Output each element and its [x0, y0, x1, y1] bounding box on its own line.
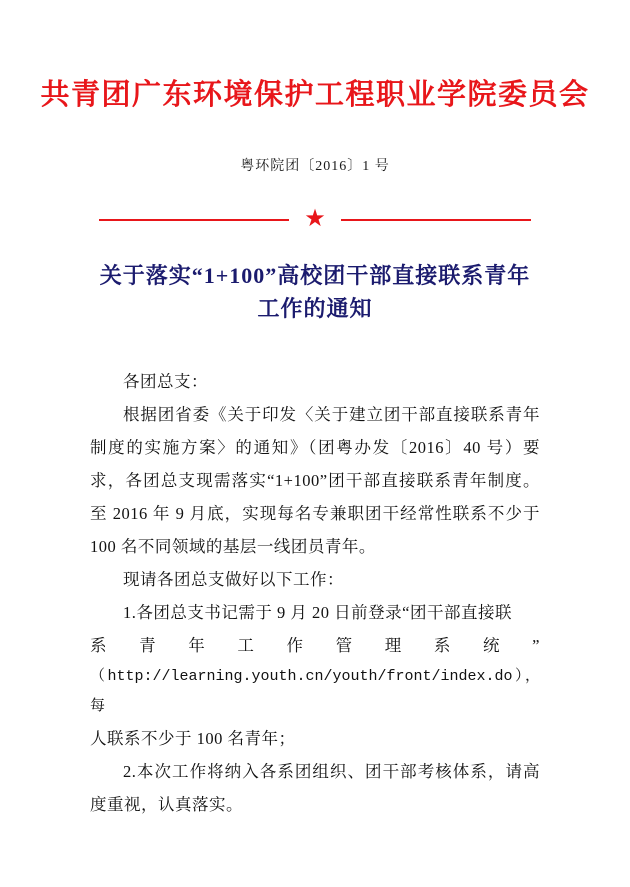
red-rule-left-bar [99, 219, 289, 222]
salutation: 各团总支： [123, 371, 208, 391]
list-item-1-tail: 人联系不少于 100 名青年； [90, 728, 296, 748]
document-number: 粤环院团〔2016〕1 号 [240, 158, 390, 174]
list-item-1-lead: 1.各团总支书记需于 9 月 20 日前登录“团干部直接联 [123, 602, 512, 622]
list-item-2: 2.本次工作将纳入各系团组织、团干部考核体系，请高度重视，认真落实。 [90, 761, 540, 814]
red-star-icon: ★ [304, 205, 326, 232]
list-item-1-spread: 系青年工作管理系统” [90, 635, 540, 655]
document-title: 关于落实“1+100”高校团干部直接联系青年工作的通知 [99, 262, 531, 321]
red-rule-right-bar [341, 219, 531, 222]
paragraph-1: 根据团省委《关于印发〈关于建立团干部直接联系青年制度的实施方案〉的通知》（团粤办发〔2016〕40 号）要求，各团总支现需落实“1+100”团干部直接联系青年制度。至 2016 年 9 月底，实现每名专兼职团干经常性联系不少于 100 名不同领域的基层一线团员青年。 [90, 404, 540, 556]
organization-title: 共青团广东环境保护工程职业学院委员会 [40, 79, 590, 111]
red-separator-rule [99, 205, 531, 232]
list-item-1-url: （http://learning.youth.cn/youth/front/index.do），每 [90, 667, 540, 715]
paragraph-2: 现请各团总支做好以下工作： [123, 569, 344, 589]
document-content [90, 365, 540, 821]
